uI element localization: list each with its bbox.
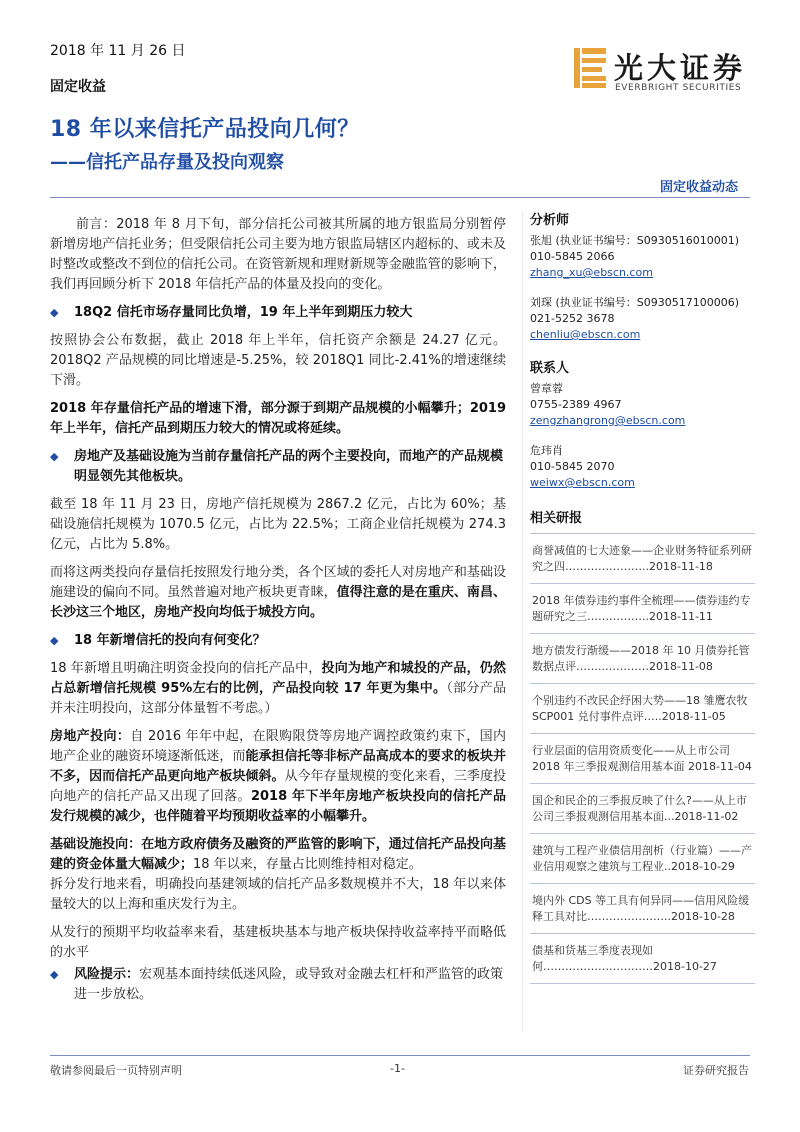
report-date: 2018 年 11 月 26 日 — [50, 43, 186, 59]
paragraph-3-3-text: 18 年以来，存量占比则维持相对稳定。 — [193, 857, 422, 872]
main-content — [50, 215, 506, 1013]
report-category: 固定收益 — [50, 79, 106, 95]
related-research-item[interactable]: 建筑与工程产业债信用剖析（行业篇）——产业信用观察之建筑与工程业..2018-10-29 — [530, 834, 755, 884]
analyst-email-link[interactable]: chenliu@ebscn.com — [530, 328, 641, 341]
footer-divider — [50, 1055, 750, 1056]
paragraph-3-1 — [50, 659, 506, 719]
related-research-item[interactable]: 债基和货基三季度表现如何…………………………2018-10-27 — [530, 934, 755, 984]
page-number: -1- — [390, 1062, 405, 1075]
everbright-logo-mark-icon — [572, 46, 608, 90]
everbright-logo — [572, 46, 762, 96]
paragraph-3-2 — [50, 727, 506, 827]
analyst-name: 张旭 — [530, 234, 552, 247]
logo-english-name: EVERBRIGHT SECURITIES — [615, 83, 742, 93]
contact-card — [530, 443, 755, 491]
section-heading-2-text: 房地产及基础设施为当前存量信托产品的两个主要投向，而地产的产品规模明显领先其他板块。 — [74, 449, 504, 484]
paragraph-3-1-note: （部分产品并未注明投向，这部分体量暂不考虑。） — [50, 681, 506, 716]
paragraph-3-3-bold: 基础设施投向：在地方政府债务及融资的严监管的影响下，通过信托产品投向基建的资金体量大幅减少； — [50, 837, 506, 872]
related-research-item[interactable]: 地方债发行渐缓——2018 年 10 月债券托管数据点评……..…………2018-11-08 — [530, 634, 755, 684]
footer-report-label: 证券研究报告 — [683, 1064, 749, 1077]
analyst-phone: 021-5252 3678 — [530, 312, 615, 325]
contact-phone: 0755-2389 4967 — [530, 398, 622, 411]
paragraph-3-3 — [50, 835, 506, 875]
contact-email-link[interactable]: weiwx@ebscn.com — [530, 476, 635, 489]
paragraph-2-2-text: 而将这两类投向存量信托按照发行地分类，各个区域的委托人对房地产和基础设施建设的偏向不同。虽然普遍对地产板块更青睐， — [50, 565, 506, 600]
paragraph-3-5: 从发行的预期平均收益率来看，基建板块基本与地产板块保持收益率持平而略低的水平 — [50, 925, 506, 960]
paragraph-3-2-lead: 房地产投向： — [50, 729, 131, 744]
page-title: 18 年以来信托产品投向几何？ — [50, 117, 360, 142]
page-subtitle: ——信托产品存量及投向观察 — [50, 152, 284, 173]
diamond-bullet-icon: ◆ — [50, 306, 59, 319]
related-research-item[interactable]: 行业层面的信用资质变化——从上市公司 2018 年三季报观测信用基本面 2018-11-04 — [530, 734, 755, 784]
paragraph-3-2-bold-d: 2018 年下半年房地产板块投向的信托产品发行规模的减少，也伴随着平均预期收益率的小幅攀升。 — [50, 789, 506, 824]
contacts-title: 联系人 — [530, 361, 570, 376]
diamond-bullet-icon: ◆ — [50, 450, 59, 463]
footer-disclaimer: 敬请参阅最后一页特别声明 — [50, 1064, 182, 1077]
analyst-email-link[interactable]: zhang_xu@ebscn.com — [530, 266, 653, 279]
diamond-bullet-icon: ◆ — [50, 634, 59, 647]
paragraph-3-1-bold: 投向为地产和城投的产品，仍然占总新增信托规模 95%左右的比例，产品投向较 17 年更为集中。 — [50, 661, 506, 696]
related-research-item[interactable]: 国企和民企的三季报反映了什么?——从上市公司三季报观测信用基本面...2018-11-02 — [530, 784, 755, 834]
contact-card — [530, 381, 755, 429]
related-research-title: 相关研报 — [530, 511, 755, 534]
section-heading-1 — [50, 303, 506, 323]
paragraph-2-2 — [50, 563, 506, 623]
contact-name: 危玮肖 — [530, 444, 563, 457]
risk-warning-body: 宏观基本面持续低迷风险，或导致对金融去杠杆和严监管的政策进一步放松。 — [74, 967, 504, 1002]
paragraph-3-2-text-a: 自 2016 年年中起，在限购限贷等房地产调控政策约束下，国内地产企业的融资环境逐渐低迷，而 — [50, 729, 506, 764]
section-heading-1-text: 18Q2 信托市场存量同比负增，19 年上半年到期压力较大 — [74, 305, 413, 320]
section-heading-3-text: 18 年新增信托的投向有何变化？ — [74, 633, 266, 648]
report-type-label: 固定收益动态 — [660, 180, 739, 195]
analyst-cert: (执业证书编号：S0930516010001) — [555, 234, 740, 247]
related-research-item[interactable]: 境内外 CDS 等工具有何异同——信用风险缓释工具对比…………………..2018-10-28 — [530, 884, 755, 934]
related-research-item[interactable]: 个别违约不改民企纾困大势——18 雏鹰农牧 SCP001 兑付事件点评…..2018-11-05 — [530, 684, 755, 734]
section-heading-2 — [50, 447, 506, 487]
analyst-card — [530, 233, 755, 281]
paragraph-1-2-bold: 2018 年存量信托产品的增速下滑，部分源于到期产品规模的小幅攀升；2019 年上半年，信托产品到期压力较大的情况或将延续。 — [50, 401, 506, 436]
diamond-bullet-icon: ◆ — [50, 968, 59, 981]
logo-chinese-name: 光大证券 — [614, 51, 747, 85]
risk-warning — [50, 965, 506, 1005]
contact-phone: 010-5845 2070 — [530, 460, 615, 473]
header-divider — [50, 197, 750, 198]
section-heading-3 — [50, 631, 506, 651]
risk-warning-lead: 风险提示： — [74, 967, 140, 982]
analysts-title: 分析师 — [530, 213, 570, 228]
paragraph-3-4: 拆分发行地来看，明确投向基建领域的信托产品多数规模并不大，18 年以来体量较大的以上海和重庆发行为主。 — [50, 877, 506, 912]
paragraph-3-2-text-c: 从今年存量规模的变化来看，三季度投向地产的信托产品又出现了回落。 — [50, 769, 506, 804]
sidebar — [530, 213, 755, 984]
paragraph-3-2-bold-b: 能承担信托等非标产品高成本的要求的板块并不多，因而信托产品更向地产板块倾斜。 — [50, 749, 506, 784]
analyst-name: 刘琛 — [530, 296, 552, 309]
paragraph-1-2 — [50, 399, 506, 439]
paragraph-3-1-text: 18 年新增且明确注明资金投向的信托产品中， — [50, 661, 322, 676]
paragraph-2-1: 截至 18 年 11 月 23 日，房地产信托规模为 2867.2 亿元，占比为 60%；基础设施信托规模为 1070.5 亿元，占比为 22.5%；工商企业信托规模为 274.3 亿元，占比为 5.8%。 — [50, 497, 506, 552]
paragraph-1-1: 按照协会公布数据，截止 2018 年上半年，信托资产余额是 24.27 亿元。2018Q2 产品规模的同比增速是-5.25%，较 2018Q1 同比-2.41%的增速继续下滑。 — [50, 333, 506, 388]
related-research-item[interactable]: 2018 年债券违约事件全梳理——债券违约专题研究之三……………..2018-11-11 — [530, 584, 755, 634]
analyst-phone: 010-5845 2066 — [530, 250, 615, 263]
column-divider — [522, 212, 523, 1032]
contact-email-link[interactable]: zengzhangrong@ebscn.com — [530, 414, 686, 427]
analyst-cert: (执业证书编号：S0930517100006) — [555, 296, 740, 309]
risk-warning-text — [74, 965, 506, 1005]
intro-paragraph: 前言：2018 年 8 月下旬，部分信托公司被其所属的地方银监局分别暂停新增房地产信托业务；但受限信托公司主要为地方银监局辖区内超标的、或未及时整改或整改不到位的信托公司。在资管新规和理财新规等金融监管的影响下，我们再回顾分析下 2018 年信托产品的体量及投向的变化。 — [50, 217, 506, 292]
contact-name: 曾章蓉 — [530, 382, 563, 395]
related-research-item[interactable]: 商誉减值的七大迹象——企业财务特征系列研究之四…………………..2018-11-18 — [530, 534, 755, 584]
analyst-card — [530, 295, 755, 343]
paragraph-2-2-bold: 值得注意的是在重庆、南昌、长沙这三个地区，房地产投向均低于城投方向。 — [50, 585, 506, 620]
